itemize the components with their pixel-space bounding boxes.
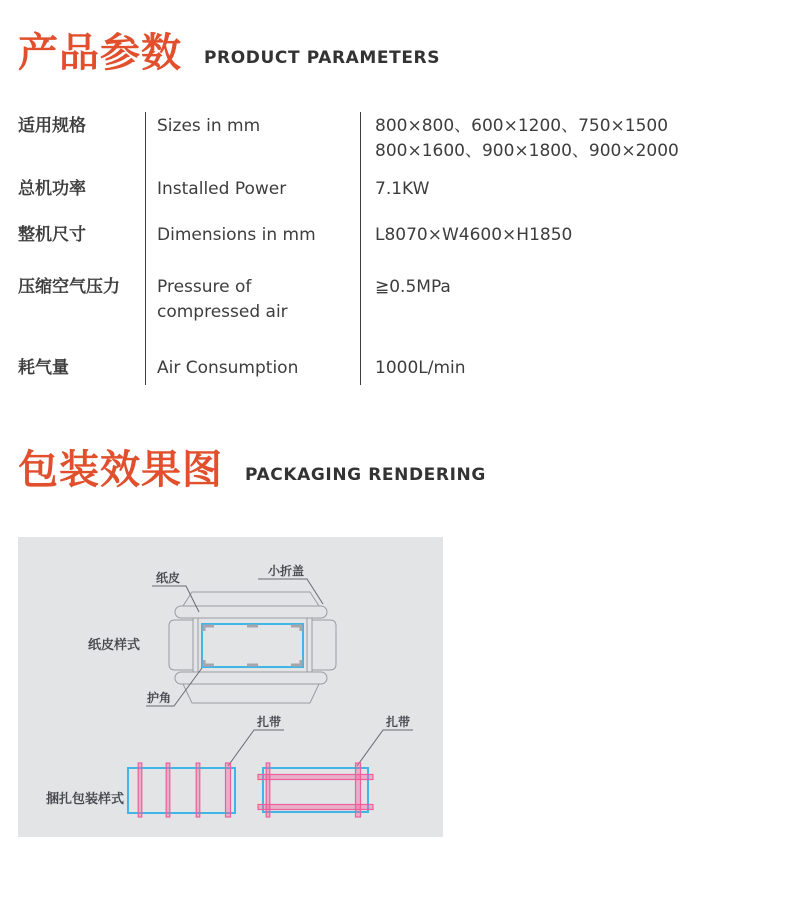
param-label-zh: 耗气量 (18, 358, 69, 378)
bundle-style-label: 捆扎包装样式 (46, 792, 125, 807)
param-label-zh: 适用规格 (18, 116, 86, 136)
corner-protector-mark (204, 660, 214, 665)
cardboard-style-label: 纸皮样式 (88, 638, 141, 653)
parameters-table (18, 110, 774, 386)
packaging-diagram (18, 537, 443, 837)
packaging-diagram-panel (18, 537, 443, 837)
param-label-en-line: compressed air (157, 302, 288, 322)
strap-line (258, 775, 373, 780)
strap-line (138, 763, 142, 817)
carton-left-flap (169, 620, 193, 670)
param-value (360, 271, 774, 352)
packaging-rendering-title-zh: 包装效果图 (18, 447, 223, 493)
carton-top-flap (183, 592, 319, 606)
carton-bottom-flap (183, 684, 319, 703)
product-parameters-title-en: PRODUCT PARAMETERS (204, 48, 441, 68)
product-parameters-title-zh: 产品参数 (18, 30, 182, 76)
corner-protector-label: 护角 (146, 691, 172, 705)
strap-line (196, 763, 200, 817)
param-label-zh: 总机功率 (18, 179, 86, 199)
table-row (18, 271, 774, 352)
strap-line (258, 805, 373, 810)
strap-line (226, 763, 231, 817)
param-value (360, 173, 774, 219)
bundled-box-right (258, 763, 373, 817)
strap-right-label: 扎带 (385, 715, 411, 729)
strap-line (166, 763, 170, 817)
table-row (18, 219, 774, 271)
param-value-line: 800×1600、900×1800、900×2000 (375, 141, 679, 161)
param-label-en-line: Sizes in mm (157, 116, 261, 136)
strap-right-leader-line (357, 730, 413, 766)
param-value-line: 7.1KW (375, 179, 430, 199)
strap-left-label: 扎带 (256, 715, 282, 729)
param-label-en (145, 173, 360, 219)
carton-blank-outline (169, 592, 336, 703)
param-value-line: L8070×W4600×H1850 (375, 225, 573, 245)
param-value (360, 110, 774, 173)
packaging-rendering-title-en: PACKAGING RENDERING (245, 465, 486, 485)
table-divider-right (360, 112, 361, 385)
corner-protector-mark (291, 660, 301, 665)
carton-inner-window (202, 624, 303, 667)
packaging-rendering-header (18, 447, 486, 493)
param-value-line: 800×800、600×1200、750×1500 (375, 116, 669, 136)
bundle-box-outline (128, 768, 235, 813)
param-label-en (145, 352, 360, 386)
param-label-en (145, 219, 360, 271)
carton-right-flap (312, 620, 336, 670)
param-value (360, 219, 774, 271)
param-label-en-line: Pressure of (157, 277, 252, 297)
cardboard-label: 纸皮 (155, 571, 181, 585)
param-label-en-line: Dimensions in mm (157, 225, 316, 245)
param-label-zh: 压缩空气压力 (18, 277, 120, 297)
param-label-en-line: Air Consumption (157, 358, 299, 378)
param-label-zh: 整机尺寸 (18, 225, 86, 245)
table-row (18, 352, 774, 386)
param-value-line: ≧0.5MPa (375, 277, 451, 297)
product-parameters-header (18, 30, 441, 76)
corner-protector-marks (204, 626, 301, 665)
small-flap-label: 小折盖 (267, 564, 305, 578)
carton-top-crease (175, 606, 327, 618)
param-value (360, 352, 774, 386)
table-row (18, 173, 774, 219)
table-divider-left (145, 112, 146, 385)
table-row (18, 110, 774, 173)
strap-left-leader-line (228, 730, 284, 766)
param-label-en-line: Installed Power (157, 179, 287, 199)
bundled-box-left (128, 763, 235, 817)
param-label-en (145, 110, 360, 173)
corner-protector-mark (204, 626, 214, 631)
param-value-line: 1000L/min (375, 358, 466, 378)
param-label-en (145, 271, 360, 352)
corner-protector-mark (291, 626, 301, 631)
cardboard-leader-line (152, 586, 199, 612)
